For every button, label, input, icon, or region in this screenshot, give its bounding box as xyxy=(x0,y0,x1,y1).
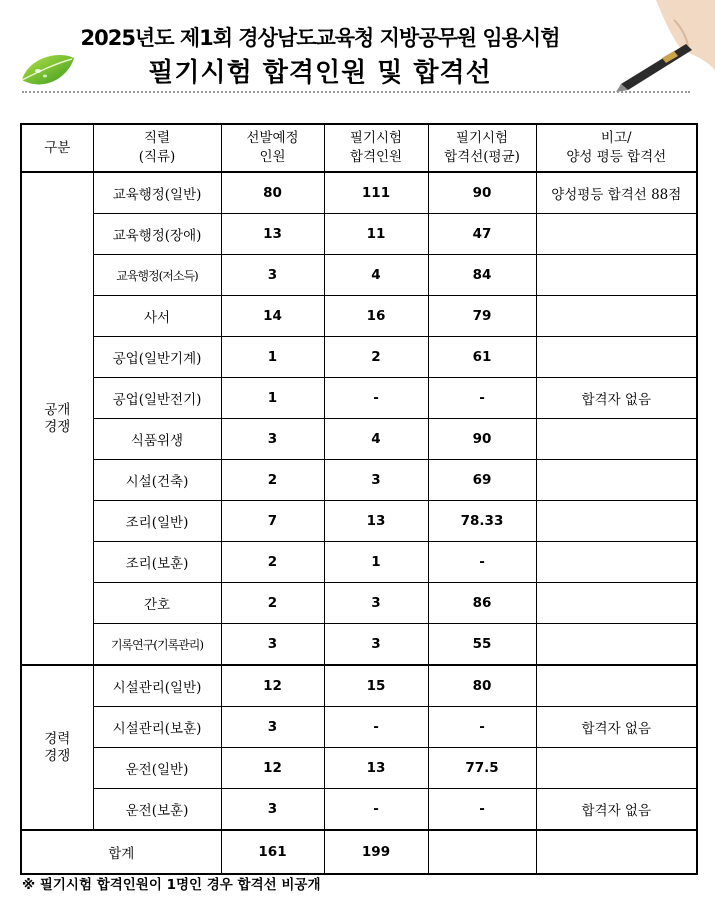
job-cell: 간호 xyxy=(93,583,221,624)
planned-cell: 12 xyxy=(221,665,324,707)
passed-cell: 4 xyxy=(324,255,428,296)
planned-cell: 12 xyxy=(221,748,324,789)
planned-cell: 2 xyxy=(221,583,324,624)
job-cell: 식품위생 xyxy=(93,419,221,460)
table-row xyxy=(21,789,697,831)
note-cell xyxy=(536,748,697,789)
passed-cell: 3 xyxy=(324,583,428,624)
title-line-2: 필기시험 합격인원 및 합격선 xyxy=(148,58,492,88)
total-note xyxy=(536,830,697,874)
header-planned: 선발예정 인원 xyxy=(221,124,324,172)
footnote: ※ 필기시험 합격인원이 1명인 경우 합격선 비공개 xyxy=(22,877,321,893)
title-line-1: 2025년도 제1회 경상남도교육청 지방공무원 임용시험 xyxy=(80,26,560,50)
planned-cell: 3 xyxy=(221,255,324,296)
job-cell: 시설관리(일반) xyxy=(93,665,221,707)
passed-cell: 1 xyxy=(324,542,428,583)
passed-cell: 2 xyxy=(324,337,428,378)
planned-cell: 3 xyxy=(221,707,324,748)
passed-cell: 13 xyxy=(324,748,428,789)
planned-cell: 7 xyxy=(221,501,324,542)
passed-cell: - xyxy=(324,378,428,419)
table-row xyxy=(21,419,697,460)
passed-cell: - xyxy=(324,707,428,748)
note-cell xyxy=(536,542,697,583)
table-row xyxy=(21,255,697,296)
planned-cell: 2 xyxy=(221,460,324,501)
note-cell xyxy=(536,214,697,255)
group-label: 경력 경쟁 xyxy=(21,665,93,830)
table-row xyxy=(21,624,697,666)
cutoff-cell: 77.5 xyxy=(428,748,536,789)
document-header xyxy=(0,0,715,110)
note-cell: 합격자 없음 xyxy=(536,789,697,831)
passed-cell: 11 xyxy=(324,214,428,255)
job-cell: 교육행정(장애) xyxy=(93,214,221,255)
planned-cell: 2 xyxy=(221,542,324,583)
header-note: 비고/ 양성 평등 합격선 xyxy=(536,124,697,172)
note-cell xyxy=(536,255,697,296)
total-cutoff xyxy=(428,830,536,874)
cutoff-cell: 90 xyxy=(428,419,536,460)
table-row xyxy=(21,501,697,542)
cutoff-cell: 69 xyxy=(428,460,536,501)
cutoff-cell: - xyxy=(428,378,536,419)
planned-cell: 1 xyxy=(221,337,324,378)
cutoff-cell: 61 xyxy=(428,337,536,378)
cutoff-cell: 90 xyxy=(428,172,536,214)
cutoff-cell: 80 xyxy=(428,665,536,707)
table-row xyxy=(21,542,697,583)
table-row xyxy=(21,214,697,255)
table-row xyxy=(21,172,697,214)
planned-cell: 3 xyxy=(221,419,324,460)
note-cell xyxy=(536,501,697,542)
cutoff-cell: 79 xyxy=(428,296,536,337)
header-passed: 필기시험 합격인원 xyxy=(324,124,428,172)
table-row xyxy=(21,296,697,337)
total-planned: 161 xyxy=(221,830,324,874)
passed-cell: 13 xyxy=(324,501,428,542)
job-cell: 공업(일반기계) xyxy=(93,337,221,378)
table-row xyxy=(21,748,697,789)
note-cell xyxy=(536,296,697,337)
planned-cell: 13 xyxy=(221,214,324,255)
planned-cell: 3 xyxy=(221,624,324,666)
passed-cell: 111 xyxy=(324,172,428,214)
job-cell: 교육행정(저소득) xyxy=(93,255,221,296)
note-cell xyxy=(536,665,697,707)
passed-cell: 16 xyxy=(324,296,428,337)
header-category: 구분 xyxy=(21,124,93,172)
job-cell: 교육행정(일반) xyxy=(93,172,221,214)
passed-cell: 3 xyxy=(324,460,428,501)
header-job: 직렬 (직류) xyxy=(93,124,221,172)
note-cell: 합격자 없음 xyxy=(536,707,697,748)
table-row xyxy=(21,378,697,419)
planned-cell: 14 xyxy=(221,296,324,337)
cutoff-cell: 78.33 xyxy=(428,501,536,542)
total-row xyxy=(21,830,697,874)
table-header-row xyxy=(21,124,697,172)
note-cell xyxy=(536,624,697,666)
cutoff-cell: - xyxy=(428,789,536,831)
table-row xyxy=(21,707,697,748)
passed-cell: - xyxy=(324,789,428,831)
job-cell: 조리(보훈) xyxy=(93,542,221,583)
job-cell: 운전(일반) xyxy=(93,748,221,789)
table-row xyxy=(21,583,697,624)
job-cell: 운전(보훈) xyxy=(93,789,221,831)
cutoff-cell: - xyxy=(428,542,536,583)
cutoff-cell: - xyxy=(428,707,536,748)
header-divider xyxy=(22,91,690,93)
planned-cell: 3 xyxy=(221,789,324,831)
job-cell: 공업(일반전기) xyxy=(93,378,221,419)
job-cell: 시설(건축) xyxy=(93,460,221,501)
cutoff-cell: 47 xyxy=(428,214,536,255)
group-label: 공개 경쟁 xyxy=(21,172,93,665)
passed-cell: 3 xyxy=(324,624,428,666)
note-cell: 합격자 없음 xyxy=(536,378,697,419)
planned-cell: 1 xyxy=(221,378,324,419)
job-cell: 조리(일반) xyxy=(93,501,221,542)
planned-cell: 80 xyxy=(221,172,324,214)
passed-cell: 4 xyxy=(324,419,428,460)
cutoff-cell: 84 xyxy=(428,255,536,296)
table-row xyxy=(21,665,697,707)
hand-writing-pen-icon xyxy=(616,0,715,96)
note-cell xyxy=(536,337,697,378)
cutoff-cell: 55 xyxy=(428,624,536,666)
header-cutoff: 필기시험 합격선(평균) xyxy=(428,124,536,172)
total-passed: 199 xyxy=(324,830,428,874)
table-row xyxy=(21,337,697,378)
table-row xyxy=(21,460,697,501)
note-cell xyxy=(536,460,697,501)
note-cell xyxy=(536,583,697,624)
note-cell xyxy=(536,419,697,460)
job-cell: 사서 xyxy=(93,296,221,337)
job-cell: 시설관리(보훈) xyxy=(93,707,221,748)
note-cell: 양성평등 합격선 88점 xyxy=(536,172,697,214)
cutoff-cell: 86 xyxy=(428,583,536,624)
job-cell: 기록연구(기록관리) xyxy=(93,624,221,666)
results-table xyxy=(20,123,698,875)
passed-cell: 15 xyxy=(324,665,428,707)
total-label: 합계 xyxy=(21,830,221,874)
